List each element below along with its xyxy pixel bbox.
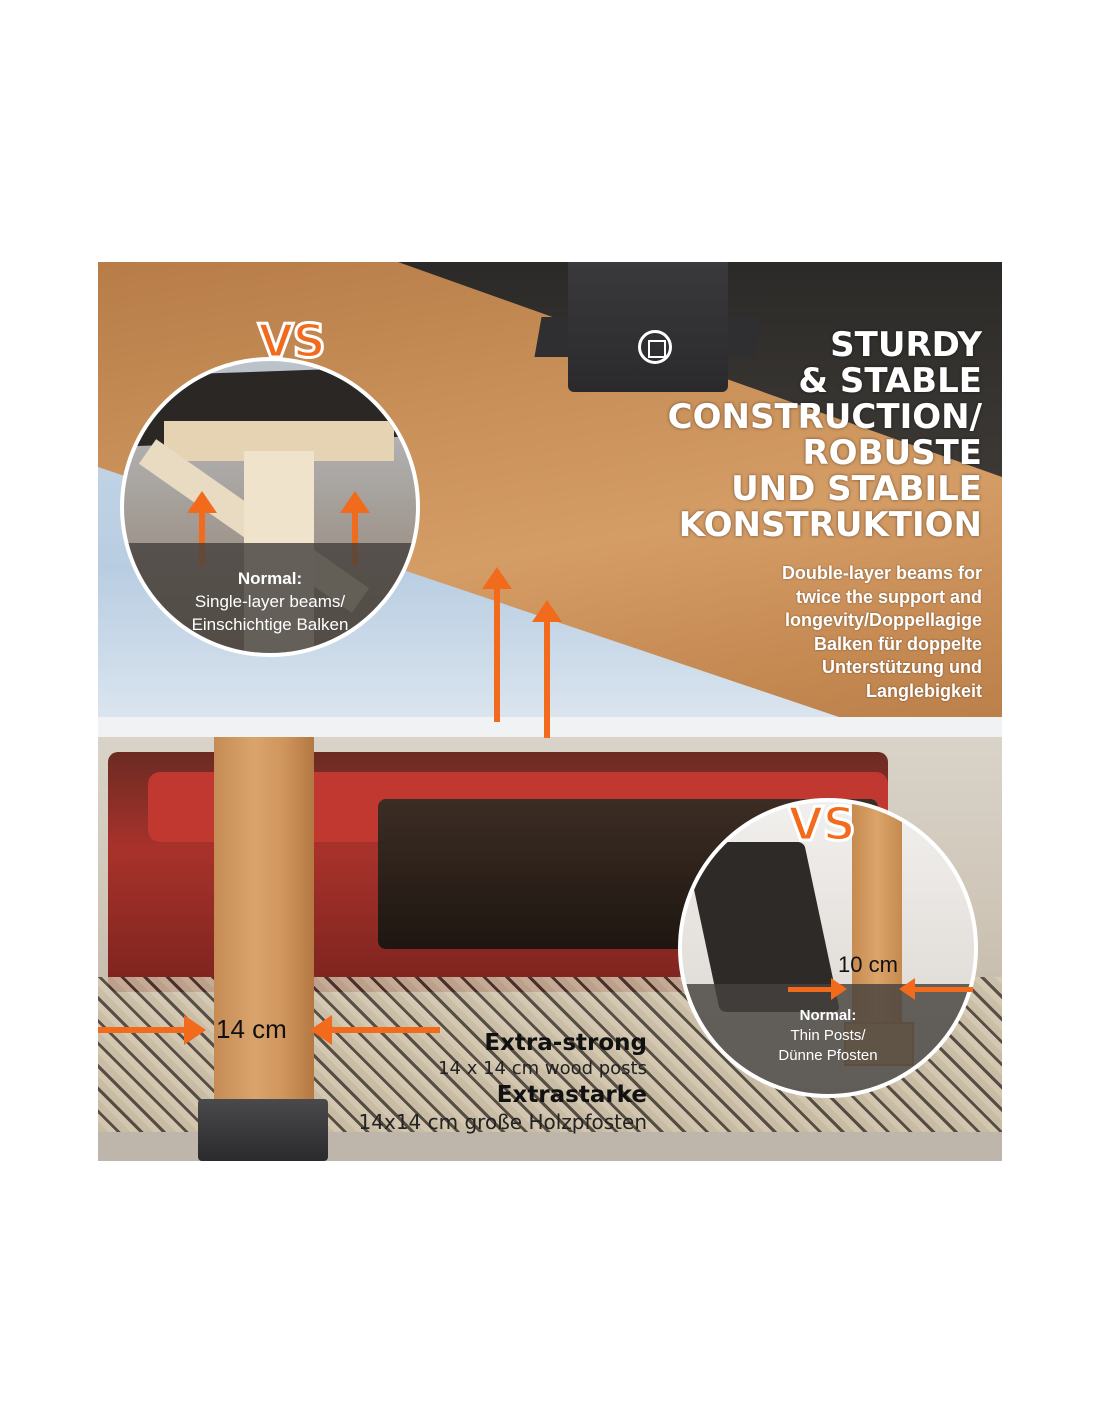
subtext-line: Unterstützung und <box>822 657 982 677</box>
subtext-line: twice the support and <box>795 586 982 607</box>
headline-line: STURDY <box>830 325 982 365</box>
circle-label-bold: Normal: <box>237 569 303 588</box>
feature-title-de: Extrastarke <box>496 1082 647 1108</box>
circle-label-line2: Einschichtige Balken <box>191 615 349 634</box>
subtext-line: longevity/Doppellagige <box>784 610 982 630</box>
wood-post <box>214 737 314 1109</box>
left-arrow-icon <box>913 987 973 992</box>
vs-badge: VS <box>788 797 855 851</box>
left-arrow-icon <box>330 1027 440 1033</box>
circle-label-bold: Normal: <box>799 1007 857 1024</box>
post-dimension-label: 14 cm <box>216 1014 287 1044</box>
headline <box>562 327 982 543</box>
right-arrow-icon <box>788 987 833 992</box>
headline-line: ROBUSTE <box>802 433 982 473</box>
up-arrow-icon <box>494 587 500 722</box>
subtext-line: Langlebigkeit <box>865 680 982 701</box>
right-arrow-icon <box>98 1027 186 1033</box>
headline-line: UND STABILE <box>731 469 982 509</box>
headline-line: & STABLE <box>798 361 982 401</box>
headline-line: CONSTRUCTION/ <box>667 397 982 437</box>
feature-title-en: Extra-strong <box>484 1030 647 1056</box>
thin-post-dimension-label: 10 cm <box>838 952 898 977</box>
feature-desc-de: 14x14 cm große Holzpfosten <box>358 1110 647 1134</box>
vs-badge: VS <box>258 314 325 368</box>
divider-band <box>98 717 1002 737</box>
headline-line: KONSTRUKTION <box>678 505 982 545</box>
subtext <box>622 562 982 703</box>
subtext-line: Balken für doppelte <box>813 633 982 654</box>
product-image <box>98 262 1002 1161</box>
circle-label-line1: Thin Posts/ <box>790 1027 866 1044</box>
circle-label-line1: Single-layer beams/ <box>194 592 346 611</box>
circle-label-line2: Dünne Pfosten <box>778 1047 878 1064</box>
comparison-circle-beams <box>120 357 420 657</box>
post-base <box>198 1099 328 1161</box>
up-arrow-icon <box>544 620 550 738</box>
feature-desc-en: 14 x 14 cm wood posts <box>438 1058 647 1079</box>
subtext-line: Double-layer beams for <box>781 563 982 583</box>
